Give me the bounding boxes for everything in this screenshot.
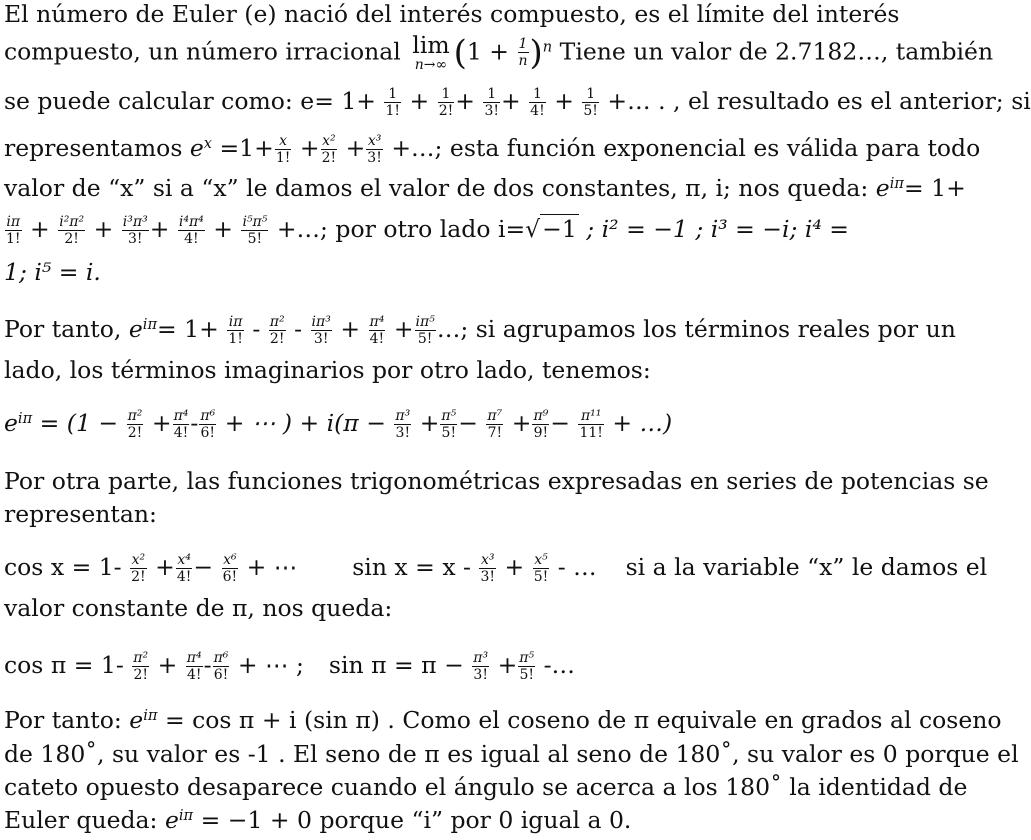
- fraction: $\frac{1}{5!}$: [583, 86, 598, 120]
- fraction: $\frac{\text{π⁶}}{6!}$: [213, 650, 229, 684]
- fraction: $\frac{i\pi}{1!}$: [6, 214, 21, 248]
- text: representamos: [4, 134, 183, 163]
- plus: +: [504, 553, 525, 582]
- square-root: √−1: [525, 215, 577, 244]
- fraction: $\frac{\text{i³π³}}{3!}$: [122, 214, 148, 248]
- fraction: $\frac{\text{π⁵}}{5!}$: [441, 408, 457, 442]
- plus: +: [511, 409, 532, 438]
- text: representan:: [4, 500, 157, 528]
- fraction: $\frac{1}{3!}$: [484, 86, 499, 120]
- exponent-ipi: iπ: [889, 175, 904, 192]
- plus: +: [419, 409, 440, 438]
- text: …; si agrupamos los términos reales por un: [436, 315, 956, 344]
- para3-line2: [4, 500, 924, 528]
- text: +…; esta función exponencial es válida para todo: [391, 134, 981, 163]
- text: =1+: [219, 134, 274, 163]
- e-symbol: e: [189, 134, 204, 163]
- fraction: $\frac{\text{x⁶}}{6!}$: [222, 552, 238, 586]
- e-symbol: e: [128, 315, 143, 344]
- fraction: $\frac{\text{x⁴}}{4!}$: [176, 552, 192, 586]
- text: = 1+: [903, 174, 966, 202]
- plus: +: [93, 215, 114, 244]
- text: sin x = x -: [352, 553, 471, 582]
- text: = 1+: [157, 315, 219, 344]
- fraction: $\frac{\text{x³}}{3!}$: [480, 552, 496, 586]
- text: + ⋯ ;: [237, 651, 304, 680]
- text: cos π = 1-: [4, 651, 124, 680]
- ellipsis: +… .: [607, 87, 666, 116]
- para1-line7: [4, 258, 924, 286]
- final-line3: [4, 773, 968, 801]
- fraction: $\frac{\text{iπ³}}{3!}$: [311, 314, 331, 348]
- fraction: $\frac{\text{π⁵}}{5!}$: [519, 650, 535, 684]
- text: El número de Euler (e) nació del interés compuesto, es el límite del interés: [4, 0, 900, 28]
- plus: +: [409, 87, 430, 116]
- fraction: $\frac{1}{n}$: [518, 36, 528, 70]
- fraction: $\frac{1}{1!}$: [385, 86, 401, 120]
- minus: −: [193, 553, 214, 582]
- minus: -: [203, 651, 212, 680]
- fraction: $\frac{\text{π⁷}}{7!}$: [487, 408, 503, 442]
- text: se puede calcular como: e= 1+: [4, 87, 376, 116]
- plus: +: [500, 87, 521, 116]
- fraction: $\frac{\text{x⁵}}{5!}$: [533, 552, 549, 586]
- text: valor constante de π, nos queda:: [4, 594, 393, 622]
- plus: +: [30, 215, 50, 244]
- text: , el resultado es el anterior; si: [673, 87, 1031, 116]
- lim-subscript: n→∞: [414, 56, 448, 73]
- final-line2: [4, 740, 1019, 768]
- limit-expression: [412, 31, 450, 73]
- plus: +: [157, 651, 178, 680]
- text: lado, los términos imaginarios por otro lado, tenemos:: [4, 356, 651, 384]
- para1-line4: [4, 133, 981, 167]
- close-paren: ): [529, 32, 543, 73]
- plus: +: [213, 215, 233, 244]
- para3-line1: [4, 467, 989, 495]
- fraction: $\frac{1}{2!}$: [438, 86, 454, 120]
- plus: +: [455, 87, 475, 116]
- fraction: $\frac{\text{π⁹}}{9!}$: [533, 408, 549, 442]
- exponent-x: x: [203, 135, 212, 153]
- text: + ⋯ ) + i(π −: [224, 409, 386, 438]
- fraction: $\frac{\text{π⁴}}{4!}$: [186, 650, 202, 684]
- text: compuesto, un número irracional: [4, 37, 401, 66]
- minus: -: [190, 409, 199, 438]
- e-symbol: e: [164, 806, 179, 834]
- fraction: $\frac{\text{x²}}{2!}$: [321, 133, 337, 167]
- para1-line5: [4, 174, 966, 202]
- plus: +: [340, 315, 361, 344]
- fraction: $\frac{\text{iπ⁵}}{5!}$: [415, 314, 435, 348]
- para1-line1: [4, 0, 924, 28]
- equation-euler-expanded: [4, 408, 924, 441]
- fraction: $\frac{x}{1!}$: [275, 133, 291, 167]
- final-line4: [4, 806, 924, 834]
- open-paren: (: [453, 32, 467, 73]
- exponent-ipi: iπ: [17, 410, 33, 428]
- e-symbol: e: [4, 409, 18, 438]
- text: Tiene un valor de 2.7182…, también: [559, 37, 994, 66]
- fraction: $\frac{\text{i⁵π⁵}}{5!}$: [242, 214, 268, 248]
- fraction: $\frac{\text{x³}}{3!}$: [367, 133, 382, 167]
- fraction: $\frac{\text{π³}}{3!}$: [395, 408, 411, 442]
- text: = (1 −: [39, 409, 119, 438]
- text: de 180˚, su valor es -1 . El seno de π es igual al seno de 180˚, su valor es 0 porque el: [4, 740, 1019, 768]
- minus: -: [252, 315, 261, 344]
- text: + ⋯: [246, 553, 298, 582]
- text: Por tanto,: [4, 315, 122, 344]
- text: + …): [612, 409, 673, 438]
- para2-line2: [4, 356, 924, 384]
- plus: +: [554, 87, 574, 116]
- para2-line1: [4, 314, 956, 348]
- minus: −: [458, 409, 478, 438]
- text: +…; por otro lado i=: [276, 215, 526, 244]
- fraction: $\frac{\text{x²}}{2!}$: [131, 552, 146, 586]
- text: = cos π + i (sin π) . Como el coseno de π equivale en grados al coseno: [164, 706, 1002, 734]
- e-symbol: e: [129, 706, 144, 734]
- fraction: $\frac{\text{π³}}{3!}$: [473, 650, 489, 684]
- text: si a la variable “x” le damos el: [625, 553, 988, 582]
- para1-line3: [4, 86, 1031, 120]
- text: 1; i⁵ = i.: [4, 258, 101, 286]
- fraction: $\frac{\text{π¹¹}}{11!}$: [579, 408, 603, 442]
- plus: +: [155, 553, 175, 582]
- fraction: $\frac{\text{π⁴}}{4!}$: [369, 314, 385, 348]
- trig-series-line: [4, 552, 988, 586]
- fraction: $\frac{\text{i⁴π⁴}}{4!}$: [178, 214, 204, 248]
- exponent-n: n: [542, 38, 553, 56]
- fraction: $\frac{\text{π²}}{2!}$: [269, 314, 285, 348]
- fraction: $\frac{\text{π⁴}}{4!}$: [173, 408, 189, 442]
- minus: -: [294, 315, 303, 344]
- fraction: $\frac{\text{π²}}{2!}$: [133, 650, 149, 684]
- text: ; i² = −1 ; i³ = −i; i⁴ =: [578, 215, 849, 244]
- trig-series-line2: [4, 594, 924, 622]
- exponent-ipi: iπ: [143, 707, 158, 724]
- fraction: $\frac{1}{4!}$: [530, 86, 545, 120]
- text: sin π = π −: [328, 651, 464, 680]
- para1-line6: [4, 214, 924, 247]
- plus: +: [299, 134, 320, 163]
- text: Por tanto:: [4, 706, 122, 734]
- text: Por otra parte, las funciones trigonométricas expresadas en series de potencias se: [4, 467, 989, 495]
- fraction: $\frac{\text{π²}}{2!}$: [127, 408, 143, 442]
- exponent-ipi: iπ: [142, 316, 158, 334]
- text: cos x = 1-: [4, 553, 122, 582]
- text: -…: [543, 651, 576, 680]
- plus: +: [149, 215, 170, 244]
- pi-series-line: [4, 650, 924, 683]
- minus: −: [550, 409, 570, 438]
- fraction: $\frac{\text{π⁶}}{6!}$: [200, 408, 216, 442]
- plus: +: [345, 134, 366, 163]
- text: valor de “x” si a “x” le damos el valor de dos constantes, π, i; nos queda:: [4, 174, 869, 202]
- fraction: $\frac{i\pi}{1!}$: [228, 314, 243, 348]
- plus: +: [151, 409, 172, 438]
- text: - …: [557, 553, 597, 582]
- para1-line2: [4, 31, 994, 73]
- fraction: $\frac{\text{i²π²}}{2!}$: [59, 214, 85, 248]
- exponent-ipi: iπ: [178, 807, 194, 824]
- text: = −1 + 0 porque “i” por 0 igual a 0.: [200, 806, 632, 834]
- lim-label: lim: [412, 31, 450, 59]
- text: Euler queda:: [4, 806, 158, 834]
- plus: +: [393, 315, 414, 344]
- e-symbol: e: [875, 174, 890, 202]
- one-plus: 1 +: [466, 37, 510, 66]
- text: cateto opuesto desaparece cuando el ángulo se acerca a los 180˚ la identidad de: [4, 773, 968, 801]
- final-line1: [4, 706, 1002, 734]
- plus: +: [497, 651, 518, 680]
